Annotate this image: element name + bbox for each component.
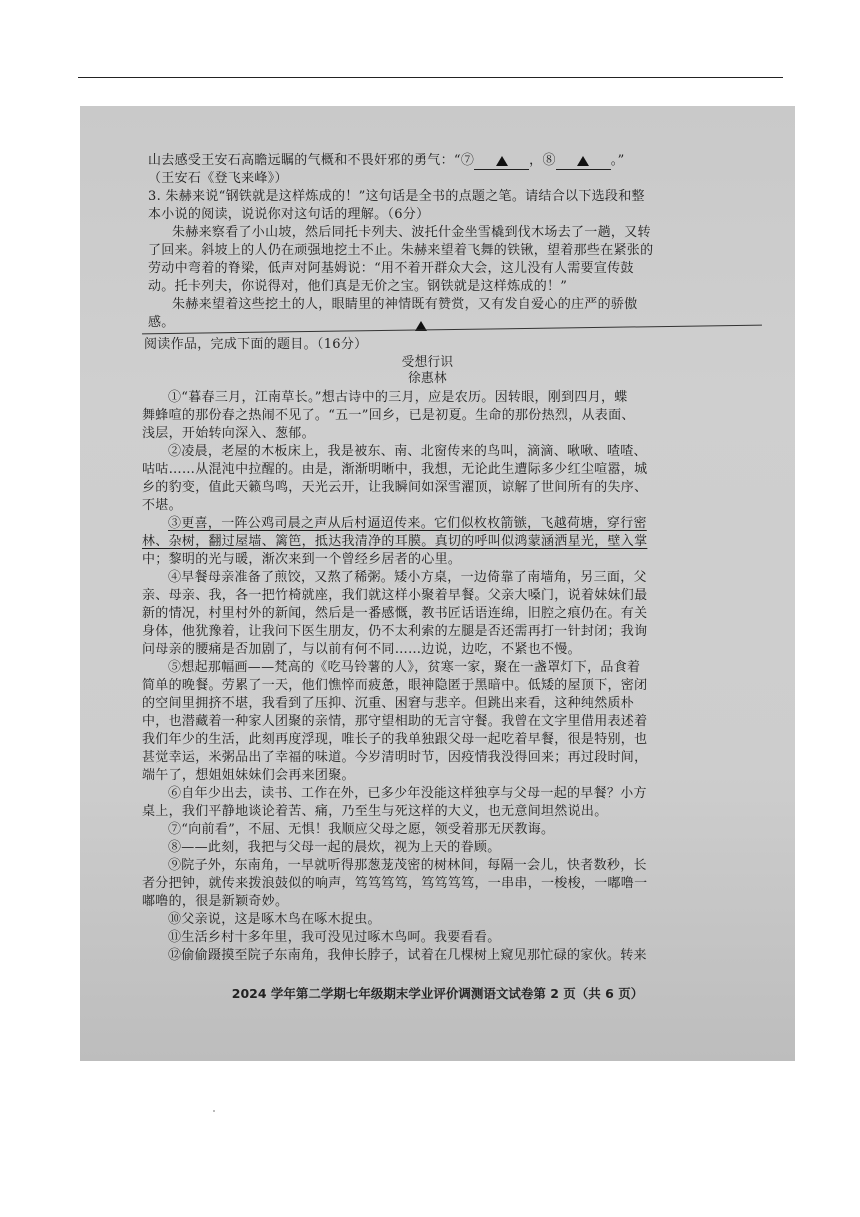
paragraph-line: ⑨院子外，东南角，一早就听得那葱茏茂密的树林间，每隔一会儿，快者数秒，长 xyxy=(168,858,647,873)
divider-triangle xyxy=(415,315,427,334)
excerpt-line: 朱赫来察看了小山坡，然后同托卡列夫、波托什金坐雪橇到伐木场去了一趟，又转 xyxy=(172,225,651,240)
paragraph-line: 我们年少的生活，此刻再度浮现，唯长子的我单独跟父母一起吃着早餐，很是特别，也 xyxy=(142,732,648,747)
page-footer: 2024 学年第二学期七年级期末学业评价调测语文试卷第 2 页（共 6 页） xyxy=(231,986,644,1001)
underlined-paragraph-line: ③更喜，一阵公鸡司晨之声从后村逼迢传来。它们似枚枚箭镞，飞越荷塘，穿行密 xyxy=(168,516,647,531)
article-title: 受想行识 xyxy=(401,355,454,370)
paragraph-line: ⑫偷偷蹑摸至院子东南角，我伸长脖子，试着在几棵树上窥见那忙碌的家伙。转来 xyxy=(168,948,647,963)
paragraph-line: 浅层，开始转向深入、葱郁。 xyxy=(142,426,315,441)
question-3-stem: 本小说的阅读，说说你对这句话的理解。（6分） xyxy=(148,207,430,222)
paragraph-line: ⑤想起那幅画——梵高的《吃马铃薯的人》，贫寒一家，聚在一盏罩灯下，品食着 xyxy=(168,660,641,675)
section-divider xyxy=(142,325,762,335)
paragraph-line: 新的情况，村里村外的新闻，然后是一番感慨，教书匠话语连绵，旧腔之痕仍在。有关 xyxy=(142,606,648,621)
blank-label: ，⑧ xyxy=(529,153,556,168)
paragraph-line: 端午了，想姐姐妹妹们会再来团聚。 xyxy=(142,768,355,783)
excerpt-line: 劳动中弯着的脊梁，低声对阿基姆说：“用不着开群众大会，这儿没有人需要宣传鼓 xyxy=(148,261,634,276)
excerpt-line: 感。 xyxy=(148,315,175,330)
paragraph-line: 中，也潜藏着一种家人团聚的亲情，那守望相助的无言守餐。我曾在文字里借用表述着 xyxy=(142,714,648,729)
scan-speck xyxy=(213,1110,215,1112)
paragraph-line: 身体，他犹豫着，让我问下医生朋友，仍不太利索的左腿是否还需再打一针封闭；我询 xyxy=(142,624,648,639)
blank-marker-triangle xyxy=(577,156,589,166)
section-instruction: 阅读作品，完成下面的题目。（16分） xyxy=(144,337,368,352)
paragraph-line: 舞蜂喧的那份春之热闹不见了。“五一”回乡，已是初夏。生命的那份热烈，从表面、 xyxy=(142,408,635,423)
paragraph-line: 问母亲的腰痛是否加剧了，与以前有何不同……边说，边吃，不紧也不慢。 xyxy=(142,642,581,657)
paragraph-line: ①“暮春三月，江南草长。”想古诗中的三月，应是农历。因转眼，刚到四月，蝶 xyxy=(168,390,628,405)
paragraph-line: 的空间里拥挤不堪，我看到了压抑、沉重、困窘与悲辛。但跳出来看，这种纯然质朴 xyxy=(142,696,635,711)
text-line: （王安石《登飞来峰》） xyxy=(148,171,288,186)
paragraph-line: ⑧——此刻，我把与父母一起的晨炊，视为上天的眷顾。 xyxy=(168,840,501,855)
answer-blank xyxy=(556,153,611,170)
blank-marker-triangle xyxy=(496,156,508,166)
paragraph-line: 乡的豹变，值此天籁鸟鸣，天光云开，让我瞬间如深雪濯顶，谅解了世间所有的失序、 xyxy=(142,480,648,495)
header-rule xyxy=(78,77,783,78)
blank-close: 。” xyxy=(610,153,625,168)
paragraph-line: 不堪。 xyxy=(142,498,182,513)
paragraph-line: 甚觉幸运，米粥品出了幸福的味道。今岁清明时节，因疫情我没得回来；再过段时间， xyxy=(142,750,648,765)
underlined-paragraph-line: 林、杂树，翻过屋墙、篱笆，抵达我清净的耳膜。真切的呼叫似鸿蒙涵洒星光，壁入掌 xyxy=(142,534,648,549)
paragraph-line: ⑪生活乡村十多年里，我可没见过啄木鸟呵。我要看看。 xyxy=(168,930,501,945)
paragraph-line: ②凌晨，老屋的木板床上，我是被东、南、北窗传来的鸟叫，滴滴、啾啾、喳喳、 xyxy=(168,444,647,459)
exam-page-photo xyxy=(80,106,795,1061)
paragraph-line: ⑩父亲说，这是啄木鸟在啄木捉虫。 xyxy=(168,912,381,927)
excerpt-line: 朱赫来望着这些挖土的人，眼睛里的神情既有赞赏，又有发自爱心的庄严的骄傲 xyxy=(172,297,638,312)
paragraph-line: 简单的晚餐。劳累了一天，他们憔悴而疲惫，眼神隐匿于黑暗中。低矮的屋顶下，密闭 xyxy=(142,678,648,693)
paragraph-line: 者分把钟，就传来拨浪鼓似的响声，笃笃笃笃，笃笃笃笃，一串串，一梭梭，一嘟噜一 xyxy=(142,876,648,891)
paragraph-line: 嘟噜的，很是新颖奇妙。 xyxy=(142,894,289,909)
paragraph-line: 桌上，我们平静地谈论着苦、痛，乃至生与死这样的大义，也无意间坦然说出。 xyxy=(142,804,608,819)
paragraph-line: 亲、母亲、我，各一把竹椅就座，我们就这样小聚着早餐。父亲大嗓门，说着妹妹们最 xyxy=(142,588,648,603)
excerpt-line: 动。托卡列夫，你说得对，他们真是无价之宝。钢铁就是这样炼成的！” xyxy=(148,279,568,294)
question-3-stem: 3. 朱赫来说“钢铁就是这样炼成的！”这句话是全书的点题之笔。请结合以下选段和整 xyxy=(148,189,645,204)
paragraph-line: 咕咕……从混沌中拉醒的。由是，渐渐明晰中，我想，无论此生遭际多少红尘喧嚣，城 xyxy=(142,462,648,477)
paragraph-line: ④早餐母亲准备了煎饺，又熬了稀粥。矮小方桌，一边倚靠了南墙角，另三面，父 xyxy=(168,570,647,585)
paragraph-line: ⑦“向前看”，不屈、无惧！我顺应父母之愿，领受着那无厌教诲。 xyxy=(168,822,555,837)
answer-blank xyxy=(474,153,529,170)
paragraph-line: 中；黎明的光与暖，渐次来到一个曾经乡居者的心里。 xyxy=(142,552,462,567)
text-line xyxy=(148,153,625,170)
article-author: 徐惠林 xyxy=(408,371,447,386)
paragraph-line: ⑥自年少出去，读书、工作在外，已多少年没能这样独享与父母一起的早餐？小方 xyxy=(168,786,647,801)
line-text: 山去感受王安石高瞻远瞩的气概和不畏奸邪的勇气：“⑦ xyxy=(148,153,475,168)
excerpt-line: 了回来。斜坡上的人仍在顽强地挖土不止。朱赫来望着飞舞的铁锹，望着那些在紧张的 xyxy=(148,243,654,258)
